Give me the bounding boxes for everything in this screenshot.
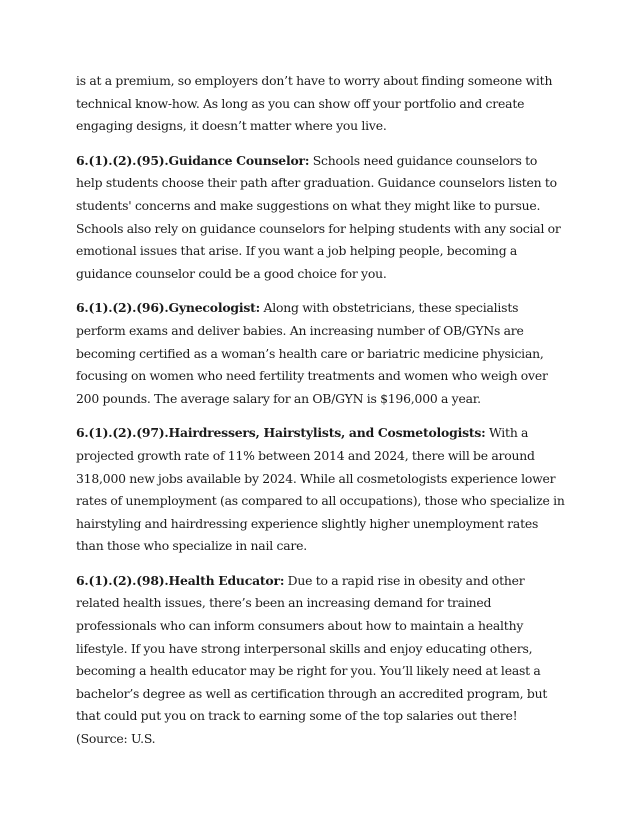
- entry-gynecologist: [76, 297, 566, 410]
- entry-body: Along with obstetricians, these specialists perform exams and deliver babies. An increasing number of OB/GYNs are becoming certified as a woman’s health care or bariatric medicine physician, focusing on women who need fertility treatments and women who weigh over 200 pounds. The average salary for an OB/GYN is $196,000 a year.: [76, 300, 548, 406]
- entry-guidance-counselor: [76, 150, 566, 286]
- document-page: [76, 70, 566, 763]
- entry-body: With a projected growth rate of 11% between 2014 and 2024, there will be around 318,000 new jobs available by 2024. While all cosmetologists experience lower rates of unemployment (as compared to all occupations), those who specialize in hairstyling and hairdressing experience slightly higher unemployment rates than those who specialize in nail care.: [76, 425, 565, 554]
- entry-health-educator: [76, 570, 566, 751]
- intro-paragraph: [76, 70, 566, 138]
- entry-heading: 6.(1).(2).(98).Health Educator:: [76, 572, 285, 588]
- entry-hairdressers: [76, 422, 566, 558]
- entry-body: Schools need guidance counselors to help students choose their path after graduation. Guidance counselors listen to students' concerns and make suggestions on what they might like to pursue. Schools also rely on guidance counselors for helping students with any social or emotional issues that arise. If you want a job helping people, becoming a guidance counselor could be a good choice for you.: [76, 152, 561, 281]
- entry-body: Due to a rapid rise in obesity and other related health issues, there’s been an increasing demand for trained professionals who can inform consumers about how to maintain a healthy lifestyle. If you have strong interpersonal skills and enjoy educating others, becoming a health educator may be right for you. You’ll likely need at least a bachelor’s degree as well as certification through an accredited program, but that could put you on track to earning some of the top salaries out there! (Source: U.S.: [76, 572, 548, 747]
- intro-text: is at a premium, so employers don’t have to worry about finding someone with technical know-how. As long as you can show off your portfolio and create engaging designs, it doesn’t matter where you live.: [76, 73, 553, 134]
- entry-heading: 6.(1).(2).(95).Guidance Counselor:: [76, 152, 310, 168]
- entry-heading: 6.(1).(2).(96).Gynecologist:: [76, 300, 261, 316]
- entry-heading: 6.(1).(2).(97).Hairdressers, Hairstylists, and Cosmetologists:: [76, 425, 486, 441]
